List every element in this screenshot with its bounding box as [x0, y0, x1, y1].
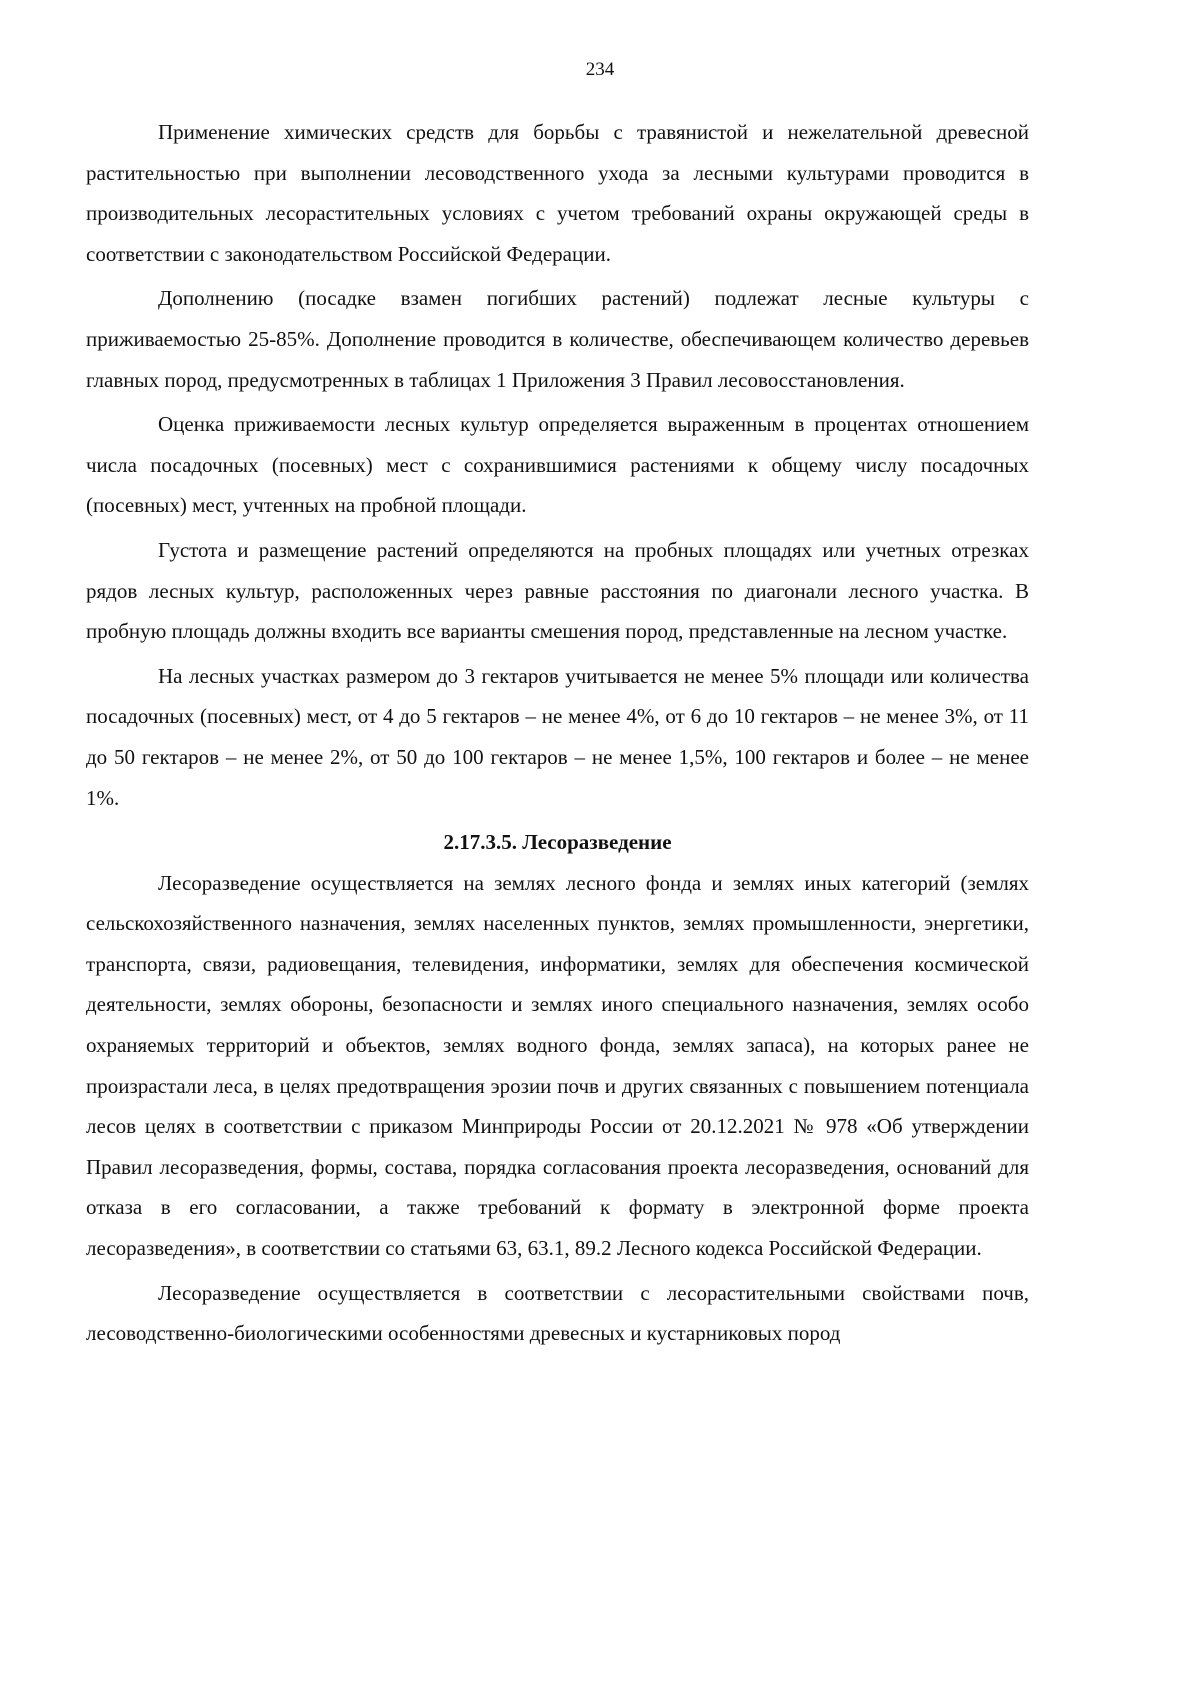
paragraph-density-placement: Густота и размещение растений определяются на пробных площадях или учетных отрезках рядов лесных культур, расположенных через равные расстояния по диагонали лесного участка. В пробную площадь должны входить все варианты смешения пород, представленные на лесном участке.: [86, 537, 1029, 644]
page-content: [86, 112, 1029, 1358]
paragraph-afforestation-lands: Лесоразведение осуществляется на землях лесного фонда и землях иных категорий (землях сельскохозяйственного назначения, землях населенных пунктов, землях промышленности, энергетики, транспорта, связи, радиовещания, телевидения, информатики, землях для обеспечения космической деятельности, землях обороны, безопасности и землях иного специального назначения, землях особо охраняемых территорий и объектов, землях водного фонда, землях запаса), на которых ранее не произрастали леса, в целях предотвращения эрозии почв и других связанных с повышением потенциала лесов целях в соответствии с приказом Минприроды России от 20.12.2021 № 978 «Об утверждении Правил лесоразведения, формы, состава, порядка согласования проекта лесоразведения, оснований для отказа в его согласовании, а также требований к формату в электронной форме проекта лесоразведения», в соответствии со статьями 63, 63.1, 89.2 Лесного кодекса Российской Федерации.: [86, 870, 1029, 1261]
paragraph-chemical-treatment: Применение химических средств для борьбы с травянистой и нежелательной древесной растительностью при выполнении лесоводственного ухода за лесными культурами проводится в производительных лесорастительных условиях с учетом требований охраны окружающей среды в соответствии с законодательством Российской Федерации.: [86, 120, 1029, 266]
page-number: 234: [585, 59, 615, 80]
paragraph-supplementary-planting: Дополнению (посадке взамен погибших растений) подлежат лесные культуры с приживаемостью 25-85%. Дополнение проводится в количестве, обеспечивающем количество деревьев главных пород, предусмотренных в таблицах 1 Приложения 3 Правил лесовосстановления.: [86, 286, 1029, 392]
paragraph-sample-area-size: На лесных участках размером до 3 гектаров учитывается не менее 5% площади или количества посадочных (посевных) мест, от 4 до 5 гектаров – не менее 4%, от 6 до 10 гектаров – не менее 3%, от 11 до 50 гектаров – не менее 2%, от 50 до 100 гектаров – не менее 1,5%, 100 гектаров и более – не менее 1%.: [86, 663, 1029, 810]
section-heading: 2.17.3.5. Лесоразведение: [443, 830, 672, 855]
paragraph-afforestation-conditions: Лесоразведение осуществляется в соответствии с лесорастительными свойствами почв, лесоводственно-биологическими особенностями древесных и кустарниковых пород: [86, 1280, 1029, 1346]
paragraph-survival-assessment: Оценка приживаемости лесных культур определяется выраженным в процентах отношением числа посадочных (посевных) мест с сохранившимися растениями к общему числу посадочных (посевных) мест, учтенных на пробной площади.: [86, 412, 1029, 518]
